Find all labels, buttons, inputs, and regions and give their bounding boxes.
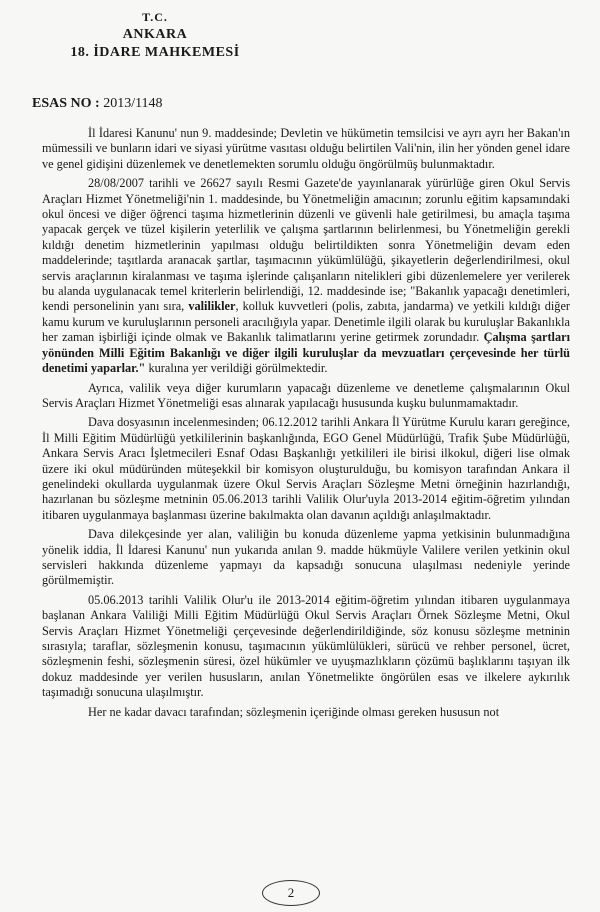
court-header <box>0 10 300 61</box>
case-number-label: ESAS NO : <box>32 96 100 111</box>
text-run: kuralına yer verildiği görülmektedir. <box>145 361 328 376</box>
body-paragraph <box>42 415 570 523</box>
text-run: 05.06.2013 tarihli Valilik Olur'u ile 2013-2014 eğitim-öğretim yılından itibaren uygulanmaya başlanan Ankara Valiliği Milli Eğitim Müdürlüğü Okul Servis Araçları Örnek Sözleşme Metni, Okul Servis Araçları Hizmet Yönetmeliği çerçevesinde değerlendirildiğinde, söz konusu sözleşme metninin sırasıyla; taraflar, sözleşmenin konusu, taşımacının yükümlülükleri, sürücü ve rehber personel, ücret, sözleşmenin feshi, sözleşmenin süresi, özel hükümler ve uyuşmazlıkların çözümü başlıklarını taşıyan ilk dokuz maddesinde yer verilen hususların, anılan Yönetmelikte öngörülen esas ve ilkelere aykırılık taşımadığı sonucuna ulaşılmıştır. <box>42 592 570 700</box>
body-paragraph <box>42 527 570 589</box>
case-number-line <box>32 96 163 112</box>
body-paragraph <box>42 593 570 701</box>
bold-text-run: valilikler <box>188 299 236 314</box>
text-run: , kolluk kuvvetleri (polis, zabıta, jandarma) ve yetkili kıldığı diğer kamu kurum ve kuruluşlarının personeli aracılığıyla yapar. Denetimle ilgili olarak bu kuruluşlar Bakanlıkla her zaman işbirliği içinde olmak ve Bakanlık talimatlarını yerine getirmek zorundadır. <box>42 299 570 345</box>
text-run: Ayrıca, valilik veya diğer kurumların yapacağı düzenleme ve denetleme çalışmalarının Okul Servis Araçları Hizmet Yönetmeliği esas alınarak yapılacağı hususunda kuşku bulunmamaktadır. <box>42 380 570 410</box>
body-paragraph <box>42 381 570 412</box>
body-paragraph <box>42 705 570 720</box>
header-city: ANKARA <box>122 27 188 42</box>
text-run: Dava dosyasının incelenmesinden; 06.12.2012 tarihli Ankara İl Yürütme Kurulu kararı gereğince, İl Milli Eğitim Müdürlüğü yetkililerinin başkanlığında, EGO Genel Müdürlüğü, Trafik Şube Müdürlüğü, Ankara Servis Aracı İşletmecileri Esnaf Odası Başkanlığı yetkilileri ile birisi ilkokul, diğeri lise olmak üzere iki okul müdüründen müteşekkil bir komisyon oluşturulduğu, bu komisyon tarafından Ankara il genelindeki okullarda uygulanmak üzere Okul Servis Araçları Sözleşme Metni örneğinin hazırlandığı, hazırlanan bu sözleşme metninin 05.06.2013 tarihli Valilik Olur'uyla 2013-2014 eğitim-öğretim yılından itibaren uygulanmaya başlanması üzerine bakılmakta olan davanın açıldığı anlaşılmaktadır. <box>42 415 570 522</box>
text-run: 28/08/2007 tarihli ve 26627 sayılı Resmi Gazete'de yayınlanarak yürürlüğe giren Okul Servis Araçları Hizmet Yönetmeliği'nin 1. maddesinde, bu Yönetmeliğin amacının; zorunlu eğitim kapsamındaki okul öncesi ve diğer öğrenci taşıma hizmetlerinin düzenli ve güvenli hale getirilmesi, bu amaçla taşıma yapacak gerçek ve tüzel kişilerin yeterlilik ve çalışma şartlarının belirlenmesi, bu Yönetmeliğin gerekli kıldığı denetim hizmetlerinin yapılması olduğu belirtildikten sonra Yönetmeliğin devam eden maddelerinde; taşıtlarda aranacak şartlar, taşımacının yükümlülüğü, şikayetlerin değerlendirilmesi, okul servis araçlarının kiralanması ve taşıma işlerinde çalışanların nitelikleri gibi düzenlemelere yer verilerek bu alanda uygulanacak temel kriterlerin belirlendiği, 12. maddesinde ise; "Bakanlık yapacağı denetimleri, kendi personelinin yanı sıra, <box>42 176 570 314</box>
case-number-value: 2013/1148 <box>103 96 163 111</box>
text-run: İl İdaresi Kanunu' nun 9. maddesinde; Devletin ve hükümetin temsilcisi ve ayrı ayrı her Bakan'ın mümessili ve bunların idari ve siyasi yürütme vasıtası olduğu belirtilen Vali'nin, ilin her yönden genel idare ve genel gidişini düzenlemek ve denetlemekten sorumlu olduğu öngörülmüş bulunmaktadır. <box>42 126 570 171</box>
document-body <box>42 126 570 724</box>
header-court-name: 18. İDARE MAHKEMESİ <box>70 45 240 60</box>
page-number: 2 <box>262 880 320 906</box>
text-run: Dava dilekçesinde yer alan, valiliğin bu konuda düzenleme yapma yetkisinin bulunmadığına yönelik iddia, İl İdaresi Kanunu' nun yukarıda anılan 9. madde hükmüyle Valilere verilen yetkinin okul servisleri hakkında düzenleme yapmayı da kapsadığı sonucuna ulaşılması nedeniyle yerinde görülmemiştir. <box>42 527 570 588</box>
bold-text-run: Çalışma şartları yönünden Milli Eğitim Bakanlığı ve diğer ilgili kuruluşlar da mevzuatları çerçevesinde her türlü denetimi yaparlar." <box>42 330 570 376</box>
header-tc: T.C. <box>142 10 168 24</box>
text-run: Her ne kadar davacı tarafından; sözleşmenin içeriğinde olması gereken hususun not <box>88 704 500 719</box>
body-paragraph <box>42 176 570 376</box>
body-paragraph <box>42 126 570 172</box>
